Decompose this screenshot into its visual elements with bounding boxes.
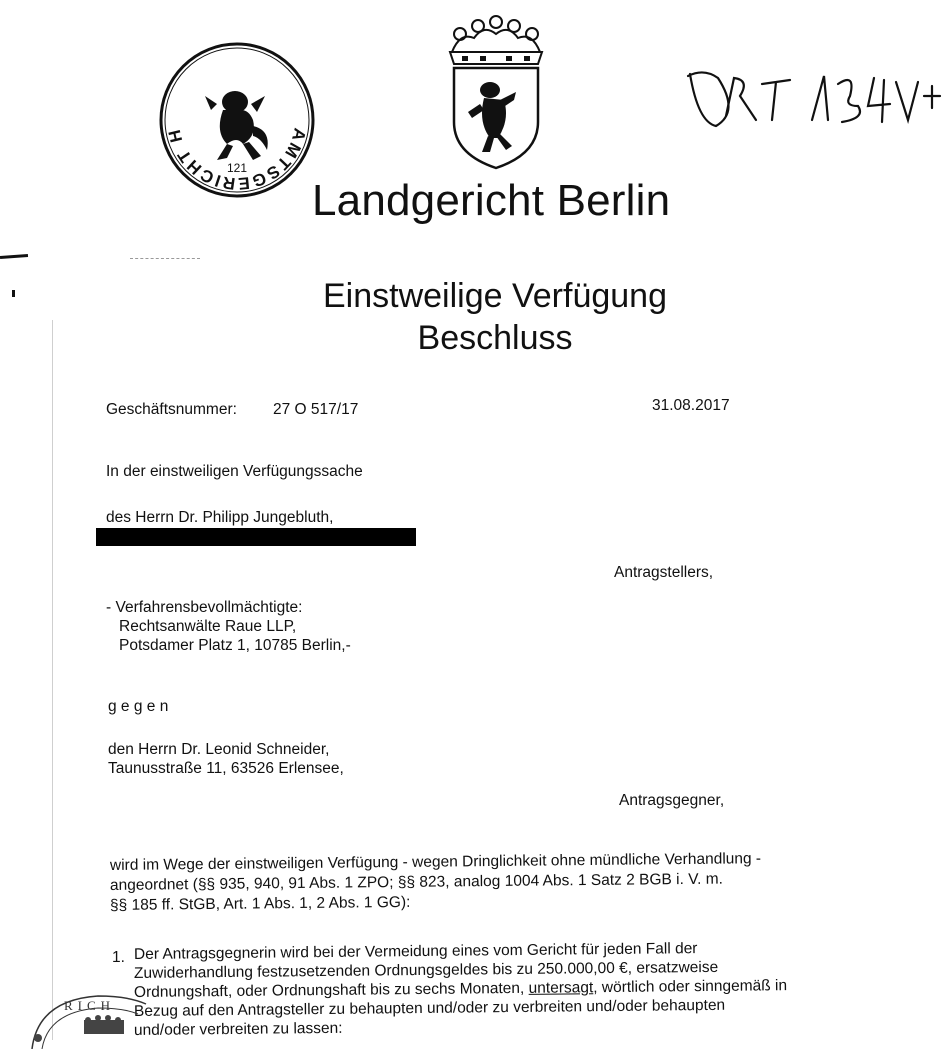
scan-left-rule [52,320,53,1040]
court-name: Landgericht Berlin [312,176,671,225]
respondent-address: Taunusstraße 11, 63526 Erlensee, [108,760,344,777]
case-number-label: Geschäftsnummer: [106,401,237,418]
berlin-coat-of-arms [440,12,552,177]
order-line-2: angeordnet (§§ 935, 940, 91 Abs. 1 ZPO; §§ 823, analog 1004 Abs. 1 Satz 2 BGB i. V. m. [109,870,724,894]
amtsgericht-hanau-seal [157,40,317,205]
item-line-1: Der Antragsgegnerin wird bei der Vermeidung eines vom Gericht für jeden Fall der [133,940,698,963]
counsel-address: Potsdamer Platz 1, 10785 Berlin,- [119,637,351,654]
document-subtitle: Beschluss [417,319,573,357]
item-line-5: und/oder verbreiten zu lassen: [133,1019,343,1039]
versus-label: g e g e n [108,698,169,715]
applicant-role: Antragstellers, [614,564,714,581]
item-number: 1. [112,949,125,966]
proceedings-intro: In der einstweiligen Verfügungssache [106,463,363,480]
respondent-role: Antragsgegner, [619,792,725,809]
scan-edge-mark [0,254,28,259]
applicant-name: des Herrn Dr. Philipp Jungebluth, [106,509,334,526]
svg-text:RICH: RICH [64,998,116,1013]
order-line-3: §§ 185 ff. StGB, Art. 1 Abs. 1, 2 Abs. 1 GG): [109,893,411,914]
svg-text:AMTSGERICHT HANAU: AMTSGERICHT H [164,125,310,194]
respondent-name: den Herrn Dr. Leonid Schneider, [108,741,330,758]
scan-dash-rule [130,258,200,259]
item-line-2: Zuwiderhandlung festzusetzenden Ordnungsgeldes bis zu 250.000,00 €, ersatzweise [133,958,719,982]
order-line-1: wird im Wege der einstweiligen Verfügung - wegen Dringlichkeit ohne mündliche Verhandlung - [109,850,762,874]
document-title: Einstweilige Verfügung [322,277,667,315]
counsel-label: - Verfahrensbevollmächtigte: [106,599,303,616]
counsel-firm: Rechtsanwälte Raue LLP, [119,618,297,635]
svg-text:121: 121 [226,161,248,175]
redaction-bar [96,528,416,546]
case-date: 31.08.2017 [652,397,730,414]
item-line-4: Bezug auf den Antragsteller zu behaupten und/oder zu verbreiten und/oder behaupten [133,996,726,1020]
item-line-3-pre: Ordnungshaft, oder Ordnungshaft bis zu sechs Monaten, [133,979,529,1001]
case-number-value: 27 O 517/17 [273,401,359,418]
item-line-3-post: , wörtlich oder sinngemäß in [593,977,788,997]
bottom-seal-fragment [28,990,148,1054]
handwritten-note [678,62,948,147]
item-line-3-underlined: untersagt [528,979,594,997]
